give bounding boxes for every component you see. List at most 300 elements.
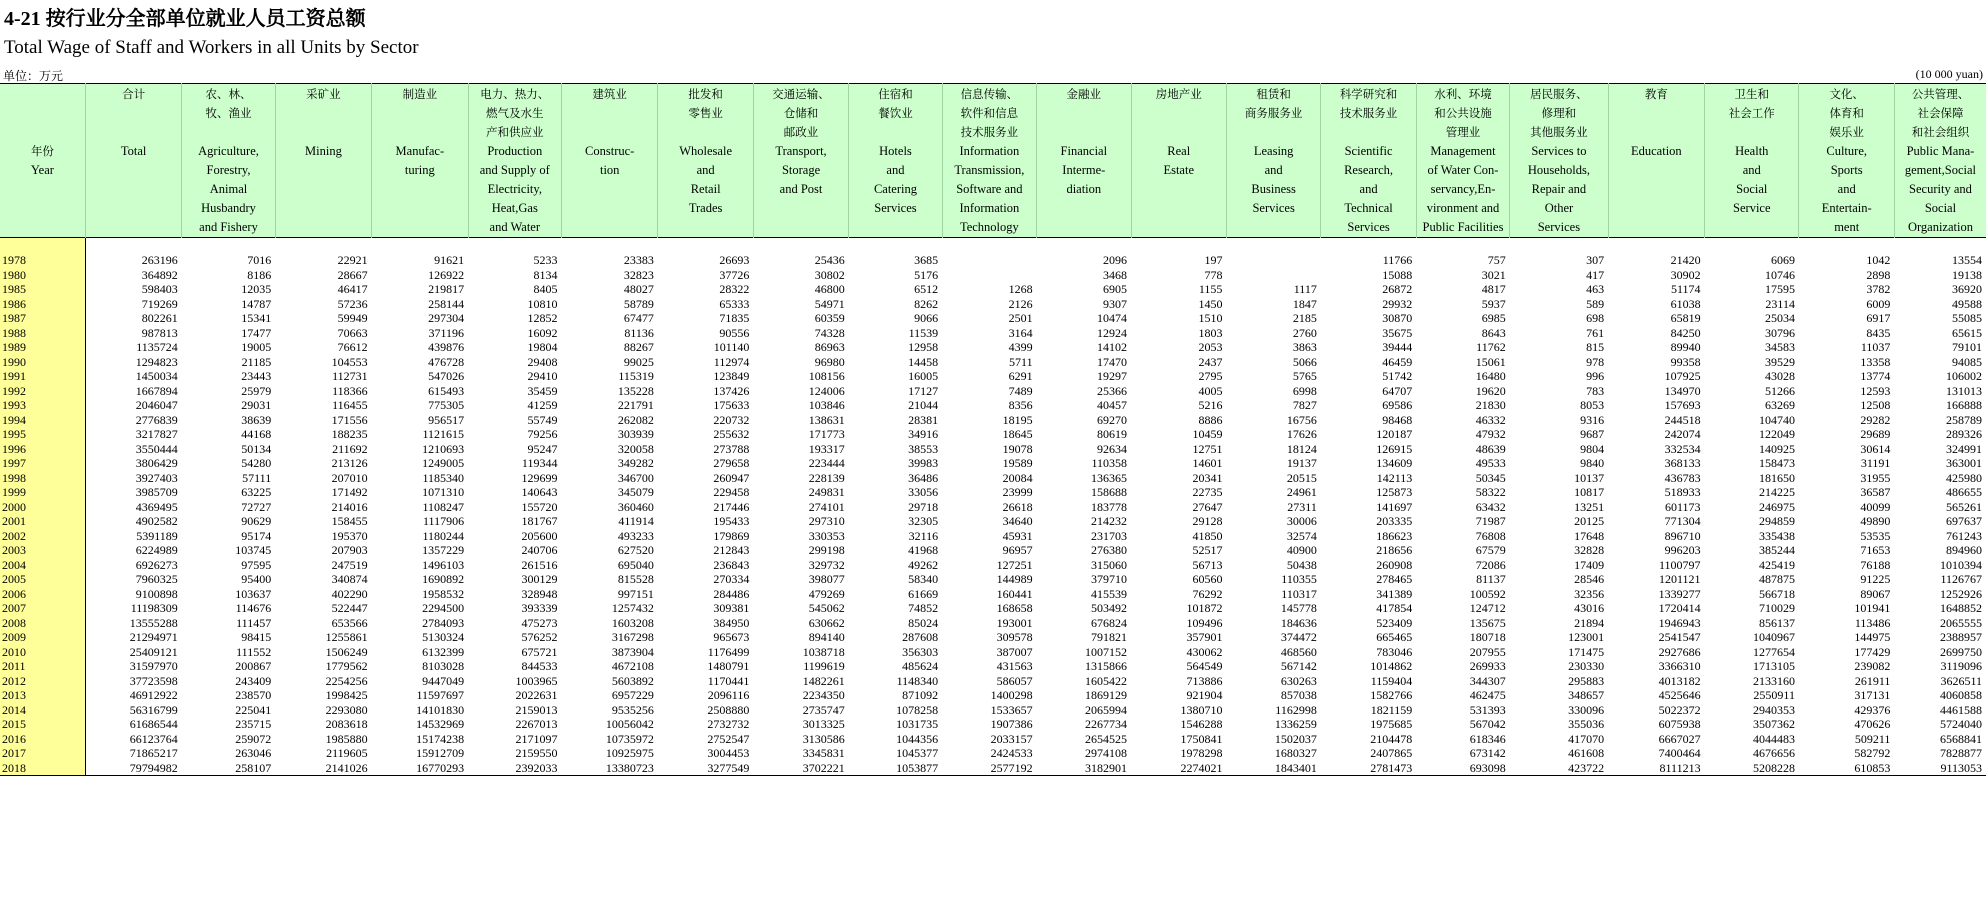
value-cell: 2388957	[1940, 630, 1982, 644]
value-cell: 1014862	[1370, 659, 1413, 673]
value-cell: 25034	[1764, 311, 1795, 325]
year-cell: 2000	[0, 500, 85, 515]
unit-label-cn: 单位：万元	[3, 69, 64, 83]
column-header-cn: 制造业	[402, 87, 438, 101]
value-cell: 547026	[428, 369, 465, 383]
value-cell: 41968	[908, 543, 939, 557]
value-cell: 54280	[241, 456, 272, 470]
value-cell: 589	[1586, 296, 1605, 311]
value-cell: 13251	[1574, 499, 1605, 514]
value-cell: 46459	[1382, 354, 1413, 369]
value-cell: 48639	[1475, 441, 1506, 456]
value-cell: 142113	[1376, 470, 1413, 485]
value-cell: 238570	[235, 688, 272, 702]
value-cell: 263046	[235, 746, 272, 760]
table-row	[0, 645, 1986, 660]
value-cell: 345079	[617, 485, 654, 499]
value-cell: 8435	[1866, 325, 1891, 340]
value-cell: 274101	[808, 499, 845, 514]
value-cell: 5765	[1292, 369, 1317, 383]
table-row	[0, 340, 1986, 355]
value-cell: 1045377	[896, 746, 939, 760]
value-cell: 111552	[236, 644, 272, 659]
value-cell: 289326	[1946, 427, 1982, 441]
value-cell: 186623	[1376, 528, 1413, 543]
year-cell: 1994	[0, 413, 85, 428]
value-cell: 74852	[908, 601, 939, 615]
value-cell: 112974	[713, 354, 750, 369]
value-cell: 8053	[1580, 398, 1605, 412]
value-cell: 18195	[1002, 412, 1033, 427]
table-row	[0, 398, 1986, 413]
value-cell: 239082	[1854, 659, 1891, 673]
value-cell: 1480791	[707, 659, 750, 673]
value-cell: 284486	[713, 586, 750, 601]
value-cell: 57236	[337, 296, 368, 311]
value-cell: 46332	[1475, 412, 1506, 427]
value-cell: 260947	[713, 470, 750, 485]
value-cell: 1496103	[422, 557, 465, 572]
value-cell: 10735972	[605, 731, 654, 746]
value-cell: 1044356	[896, 731, 939, 746]
value-cell: 7960325	[135, 572, 178, 586]
year-cell: 1996	[0, 442, 85, 457]
value-cell: 6957229	[611, 688, 654, 702]
column-header-cn: 合计	[122, 87, 146, 101]
value-cell: 486655	[1946, 485, 1982, 499]
value-cell: 2254256	[325, 673, 368, 688]
value-cell: 531393	[1469, 702, 1506, 717]
value-cell: 56316799	[129, 702, 178, 717]
value-cell: 2033157	[990, 731, 1033, 746]
value-cell: 9066	[914, 311, 939, 325]
value-cell: 205600	[521, 528, 558, 543]
value-cell: 719269	[141, 296, 178, 311]
value-cell: 2185	[1292, 311, 1317, 325]
value-cell: 12035	[241, 282, 272, 296]
value-cell: 34916	[908, 427, 939, 441]
value-cell: 4672108	[611, 659, 654, 673]
value-cell: 387007	[996, 644, 1033, 659]
value-cell: 309578	[996, 630, 1033, 644]
value-cell: 16756	[1286, 412, 1317, 427]
table-row	[0, 572, 1986, 587]
value-cell: 3021	[1481, 267, 1506, 282]
value-cell: 17626	[1286, 427, 1317, 441]
value-cell: 1155	[1198, 282, 1223, 296]
value-cell: 965673	[713, 630, 750, 644]
year-cell: 1995	[0, 427, 85, 442]
value-cell: 91225	[1860, 572, 1891, 586]
column-header-cn: 租赁和 商务服务业	[1244, 87, 1303, 120]
value-cell: 244518	[1664, 412, 1701, 427]
column-header-cn: 交通运输、 仓储和 邮政业	[772, 87, 830, 139]
value-cell: 3782	[1866, 282, 1891, 296]
column-header-cn: 信息传输、 软件和信息 技术服务业	[960, 87, 1019, 139]
value-cell: 425419	[1758, 557, 1795, 572]
value-cell: 698	[1586, 311, 1605, 325]
value-cell: 439876	[428, 340, 465, 354]
column-header	[85, 84, 181, 238]
value-cell: 423722	[1510, 761, 1608, 776]
value-cell: 1031735	[896, 717, 939, 731]
value-cell: 103637	[235, 586, 272, 601]
value-cell: 2501	[1008, 311, 1033, 325]
value-cell: 11762	[1476, 340, 1506, 354]
value-cell: 2735747	[802, 702, 845, 717]
value-cell: 3167298	[611, 630, 654, 644]
value-cell: 29282	[1860, 412, 1891, 427]
value-cell: 98468	[1382, 412, 1413, 427]
value-cell: 576252	[521, 630, 558, 644]
value-cell: 815528	[617, 572, 654, 586]
value-cell: 1255861	[325, 630, 368, 644]
value-cell: 2760	[1292, 325, 1317, 340]
value-cell: 13555288	[129, 615, 178, 630]
value-cell: 10056042	[605, 717, 654, 731]
value-cell: 54971	[814, 296, 845, 311]
value-cell: 175633	[713, 398, 750, 412]
value-cell: 141697	[1376, 499, 1413, 514]
value-cell: 203335	[1376, 514, 1413, 528]
value-cell: 13358	[1860, 354, 1891, 369]
value-cell: 207010	[331, 470, 368, 485]
value-cell: 180718	[1469, 630, 1506, 644]
value-cell: 402290	[331, 586, 368, 601]
value-cell: 10810	[527, 296, 558, 311]
value-cell: 20084	[1002, 470, 1033, 485]
value-cell: 6985	[1481, 311, 1506, 325]
value-cell: 193001	[996, 615, 1033, 630]
value-cell: 463	[1586, 282, 1605, 296]
column-header	[1799, 84, 1894, 238]
column-header	[658, 84, 753, 238]
column-header-en: Production and Supply of Electricity, Heat,Gas and Water	[479, 144, 550, 234]
value-cell: 220732	[713, 412, 750, 427]
value-cell: 509211	[1854, 731, 1891, 746]
value-cell: 5937	[1481, 296, 1506, 311]
value-cell: 324991	[1946, 441, 1982, 456]
value-cell: 425980	[1946, 470, 1982, 485]
value-cell: 49588	[1952, 296, 1982, 311]
value-cell: 90556	[719, 325, 750, 340]
column-header-en: Information Transmission, Software and Information Technology	[954, 144, 1025, 234]
value-cell: 2550911	[1753, 688, 1795, 702]
spacer-row	[0, 238, 1986, 254]
value-cell: 4013182	[1658, 673, 1701, 688]
value-cell: 857038	[1280, 688, 1317, 702]
value-cell: 18124	[1286, 441, 1317, 456]
value-cell: 255632	[713, 427, 750, 441]
value-cell: 74328	[814, 325, 845, 340]
value-cell: 978	[1586, 354, 1605, 369]
value-cell: 1380710	[1180, 702, 1223, 717]
value-cell: 287608	[902, 630, 939, 644]
value-cell: 355036	[1568, 717, 1605, 731]
value-cell: 309381	[713, 601, 750, 615]
value-cell: 263196	[141, 253, 178, 267]
value-cell: 676824	[1091, 615, 1128, 630]
value-cell: 315060	[1091, 557, 1128, 572]
value-cell: 9447049	[422, 673, 465, 688]
value-cell: 11198309	[130, 601, 178, 615]
value-cell: 783	[1586, 383, 1605, 398]
value-cell: 32823	[623, 267, 654, 282]
value-cell: 19804	[527, 340, 558, 354]
value-cell: 23383	[623, 253, 654, 267]
value-cell: 31191	[1860, 456, 1891, 470]
value-cell: 218656	[1376, 543, 1413, 557]
table-row	[0, 688, 1986, 703]
value-cell: 1071310	[422, 485, 465, 499]
value-cell: 522447	[331, 601, 368, 615]
value-cell: 470626	[1854, 717, 1891, 731]
value-cell: 2795	[1198, 369, 1223, 383]
value-cell: 3013325	[802, 717, 845, 731]
value-cell: 195433	[713, 514, 750, 528]
value-cell: 15912709	[416, 746, 465, 760]
value-cell: 101872	[1186, 601, 1223, 615]
value-cell: 61669	[908, 586, 939, 601]
value-cell: 278465	[1376, 572, 1413, 586]
value-cell: 360460	[617, 499, 654, 514]
value-cell: 618346	[1469, 731, 1506, 746]
column-header-en: Transport, Storage and Post	[775, 144, 827, 196]
value-cell: 2126	[1008, 296, 1033, 311]
value-cell: 956517	[428, 412, 465, 427]
value-cell: 2752547	[707, 731, 750, 746]
value-cell: 1510	[1198, 311, 1223, 325]
value-cell: 211692	[332, 441, 368, 456]
value-cell: 2119605	[326, 746, 368, 760]
value-cell: 1985880	[325, 731, 368, 746]
value-cell: 38639	[241, 412, 272, 427]
table-row	[0, 630, 1986, 645]
value-cell: 415539	[1091, 586, 1128, 601]
value-cell: 417	[1586, 267, 1605, 282]
value-cell: 36486	[908, 470, 939, 485]
value-cell: 15061	[1475, 354, 1506, 369]
value-cell: 109496	[1186, 615, 1223, 630]
value-cell: 1450	[1198, 296, 1223, 311]
value-cell: 5724040	[1940, 717, 1982, 731]
value-cell: 2133160	[1752, 673, 1795, 688]
value-cell: 1482261	[802, 673, 845, 688]
value-cell: 468560	[1280, 644, 1317, 659]
value-cell: 17127	[908, 383, 939, 398]
value-cell: 27647	[1192, 499, 1223, 514]
column-header	[468, 84, 561, 238]
value-cell: 598403	[141, 282, 178, 296]
value-cell: 346700	[617, 470, 654, 485]
value-cell: 710029	[1758, 601, 1795, 615]
value-cell: 270334	[713, 572, 750, 586]
value-cell: 1603208	[611, 615, 654, 630]
value-cell: 330353	[808, 528, 845, 543]
value-cell: 385244	[1758, 543, 1795, 557]
value-cell: 20125	[1574, 514, 1605, 528]
year-cell: 2011	[0, 659, 85, 674]
value-cell: 1268	[1008, 282, 1033, 296]
value-cell: 47932	[1475, 427, 1506, 441]
value-cell: 214232	[1091, 514, 1128, 528]
value-cell: 134970	[1664, 383, 1701, 398]
column-header	[275, 84, 371, 238]
value-cell: 29408	[527, 354, 558, 369]
table-row	[0, 543, 1986, 558]
value-cell: 12924	[1097, 325, 1128, 340]
value-cell: 6291	[1008, 369, 1033, 383]
value-cell: 197	[1204, 253, 1223, 267]
unit-label-en: (10 000 yuan)	[1915, 67, 1983, 81]
value-cell: 357901	[1186, 630, 1223, 644]
value-cell: 29932	[1382, 296, 1413, 311]
value-cell: 25366	[1097, 383, 1128, 398]
value-cell: 46912922	[129, 688, 178, 702]
value-cell: 177429	[1854, 644, 1891, 659]
value-cell: 371196	[428, 325, 465, 340]
year-cell: 2012	[0, 674, 85, 689]
value-cell: 417854	[1376, 601, 1413, 615]
year-cell: 2010	[0, 645, 85, 660]
value-cell: 22921	[337, 253, 368, 267]
value-cell: 13380723	[561, 761, 657, 776]
value-cell: 8111213	[1608, 761, 1704, 776]
year-cell: 1987	[0, 311, 85, 326]
value-cell: 12508	[1860, 398, 1891, 412]
value-cell: 328948	[521, 586, 558, 601]
value-cell: 10459	[1192, 427, 1223, 441]
value-cell: 5603892	[611, 673, 654, 688]
value-cell: 1210693	[422, 441, 465, 456]
value-cell: 2898	[1866, 267, 1891, 282]
value-cell: 30870	[1382, 311, 1413, 325]
year-cell: 2013	[0, 688, 85, 703]
value-cell: 2654525	[1085, 731, 1128, 746]
value-cell: 2104478	[1370, 731, 1413, 746]
value-cell: 1847	[1292, 296, 1317, 311]
value-cell: 52517	[1192, 543, 1223, 557]
value-cell: 1502037	[1274, 731, 1317, 746]
value-cell: 1252926	[1940, 586, 1982, 601]
column-header-en: Agriculture, Forestry, Animal Husbandry and Fishery	[198, 144, 259, 234]
value-cell: 213126	[331, 456, 368, 470]
column-header-en: Year	[30, 163, 54, 177]
value-cell: 51174	[1671, 282, 1701, 296]
value-cell: 1199619	[803, 659, 845, 673]
value-cell: 6667027	[1658, 731, 1701, 746]
value-cell: 2046047	[135, 398, 178, 412]
table-row	[0, 485, 1986, 500]
value-cell: 363001	[1946, 456, 1982, 470]
value-cell: 8405	[533, 282, 558, 296]
table-row	[0, 703, 1986, 718]
value-cell: 3130586	[802, 731, 845, 746]
value-cell: 3366310	[1658, 659, 1701, 673]
value-cell: 55749	[527, 412, 558, 427]
value-cell: 1978298	[1180, 746, 1223, 760]
value-cell: 5208228	[1705, 761, 1799, 776]
value-cell: 155720	[521, 499, 558, 514]
value-cell: 19138	[1952, 267, 1982, 282]
value-cell: 219817	[428, 282, 465, 296]
value-cell: 195370	[331, 528, 368, 543]
column-header	[1416, 84, 1509, 238]
column-header	[1705, 84, 1799, 238]
value-cell: 80619	[1097, 427, 1128, 441]
year-cell: 1989	[0, 340, 85, 355]
value-cell: 1148340	[896, 673, 939, 688]
value-cell: 171492	[331, 485, 368, 499]
value-cell: 158455	[331, 514, 368, 528]
column-header-en: Real Estate	[1163, 144, 1194, 177]
value-cell: 30006	[1286, 514, 1317, 528]
value-cell: 564549	[1186, 659, 1223, 673]
value-cell: 200867	[235, 659, 272, 673]
value-cell: 300129	[521, 572, 558, 586]
value-cell: 97595	[241, 557, 272, 572]
value-cell: 7489	[1008, 383, 1033, 398]
value-cell: 108156	[808, 369, 845, 383]
value-cell: 127251	[996, 557, 1033, 572]
value-cell: 10474	[1097, 311, 1128, 325]
value-cell: 89940	[1670, 340, 1701, 354]
value-cell: 1053877	[849, 761, 942, 776]
value-cell: 1803	[1198, 325, 1223, 340]
value-cell: 307	[1586, 253, 1605, 267]
value-cell: 85024	[908, 615, 939, 630]
value-cell: 9307	[1103, 296, 1128, 311]
year-cell: 1991	[0, 369, 85, 384]
table-row	[0, 427, 1986, 442]
value-cell: 111457	[236, 615, 272, 630]
value-cell: 158688	[1091, 485, 1128, 499]
value-cell: 9804	[1580, 441, 1605, 456]
value-cell: 8134	[533, 267, 558, 282]
value-cell: 188235	[331, 427, 368, 441]
value-cell: 59949	[337, 311, 368, 325]
value-cell: 791821	[1091, 630, 1128, 644]
value-cell: 131013	[1946, 383, 1982, 398]
value-cell: 1277654	[1752, 644, 1795, 659]
column-header-cn: 居民服务、 修理和 其他服务业	[1530, 87, 1588, 139]
column-header-cn: 建筑业	[592, 87, 627, 101]
column-header	[0, 84, 85, 238]
value-cell: 137426	[713, 383, 750, 398]
value-cell: 28546	[1574, 572, 1605, 586]
column-header-cn: 金融业	[1066, 87, 1102, 101]
value-cell: 436783	[1664, 470, 1701, 485]
table-row	[0, 761, 1986, 776]
value-cell: 71865217	[129, 746, 178, 760]
value-cell: 14532969	[416, 717, 465, 731]
value-cell: 9316	[1580, 412, 1605, 427]
value-cell: 303939	[617, 427, 654, 441]
value-cell: 4676656	[1752, 746, 1795, 760]
value-cell: 894960	[1946, 543, 1982, 557]
column-header	[1510, 84, 1608, 238]
value-cell: 276380	[1091, 543, 1128, 557]
value-cell: 5066	[1292, 354, 1317, 369]
value-cell: 695040	[617, 557, 654, 572]
column-header-en: Health and Social Service	[1733, 144, 1771, 215]
value-cell: 66123764	[129, 731, 178, 746]
column-header	[942, 84, 1036, 238]
value-cell: 40099	[1860, 499, 1891, 514]
value-cell: 17477	[241, 325, 272, 340]
value-cell: 8262	[914, 296, 939, 311]
value-cell: 2781473	[1321, 761, 1416, 776]
